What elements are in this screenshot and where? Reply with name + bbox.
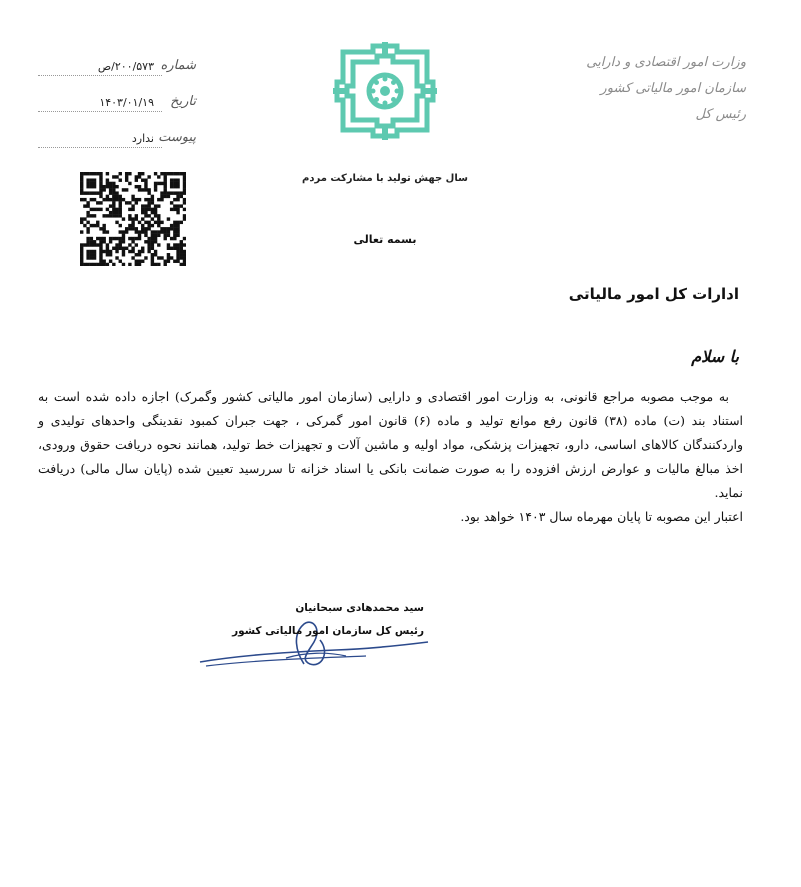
- signatory-name: سید محمدهادی سبحانیان: [295, 602, 424, 614]
- body-paragraph-2: اعتبار این مصوبه تا پایان مهرماه سال ۱۴۰۳ خواهد بود.: [460, 509, 743, 524]
- org-line-ministry: وزارت امور اقتصادی و دارایی: [586, 55, 746, 70]
- meta-attachment-dots: [38, 147, 162, 148]
- bismillah-heading: بسمه تعالی: [353, 233, 417, 246]
- letter-meta: [38, 58, 196, 166]
- letter-body: [38, 385, 743, 529]
- qr-code-icon: [80, 172, 186, 266]
- signatory-title: رئیس کل سازمان امور مالیاتی کشور: [232, 625, 424, 637]
- meta-date-value: ۱۴۰۳/۰۱/۱۹: [99, 96, 154, 109]
- addressee: ادارات کل امور مالیاتی: [568, 285, 739, 303]
- meta-date-row: [38, 94, 196, 116]
- letterhead-organization: [546, 50, 746, 128]
- meta-number-label: شماره: [160, 58, 196, 73]
- handwritten-signature-icon: [196, 612, 436, 668]
- body-paragraph-1: به موجب مصوبه مراجع قانونی، به وزارت امور اقتصادی و دارایی (سازمان امور مالیاتی کشور وگمرک) اجازه داده شده است به استناد بند (ت) ماده (۳۸) قانون رفع موانع تولید و ماده (۶) قانون امور گمرکی ، جهت جبران کمبود نقدینگی واحدهای تولیدی و واردکنندگان کالاهای اساسی، دارو، تجهیزات پزشکی، مواد اولیه و ماشین آلات و تجهیزات خط تولید، همانند نحوه دریافت حقوق ورودی، اخذ مبالغ مالیات و عوارض ارزش افزوده را به صورت ضمانت بانکی یا اسناد خزانه تا سررسید تعیین شده (پایان سال مالی) دریافت نماید.: [38, 389, 744, 500]
- year-slogan: سال جهش تولید با مشارکت مردم: [302, 173, 468, 184]
- meta-attachment-row: [38, 130, 196, 152]
- org-line-head: رئیس کل: [695, 107, 746, 122]
- tax-organization-logo-icon: [333, 42, 437, 140]
- meta-number-value: ۲۰۰/۵۷۳/ص: [97, 60, 154, 73]
- meta-date-dots: [38, 111, 162, 112]
- meta-number-dots: [38, 75, 162, 76]
- greeting: با سلام: [691, 347, 739, 366]
- meta-attachment-label: پیوست: [158, 130, 196, 145]
- meta-date-label: تاریخ: [170, 94, 196, 109]
- meta-number-row: [38, 58, 196, 80]
- org-line-tax-organization: سازمان امور مالیاتی کشور: [600, 81, 746, 96]
- meta-attachment-value: ندارد: [131, 132, 154, 145]
- signature-block: [196, 598, 436, 668]
